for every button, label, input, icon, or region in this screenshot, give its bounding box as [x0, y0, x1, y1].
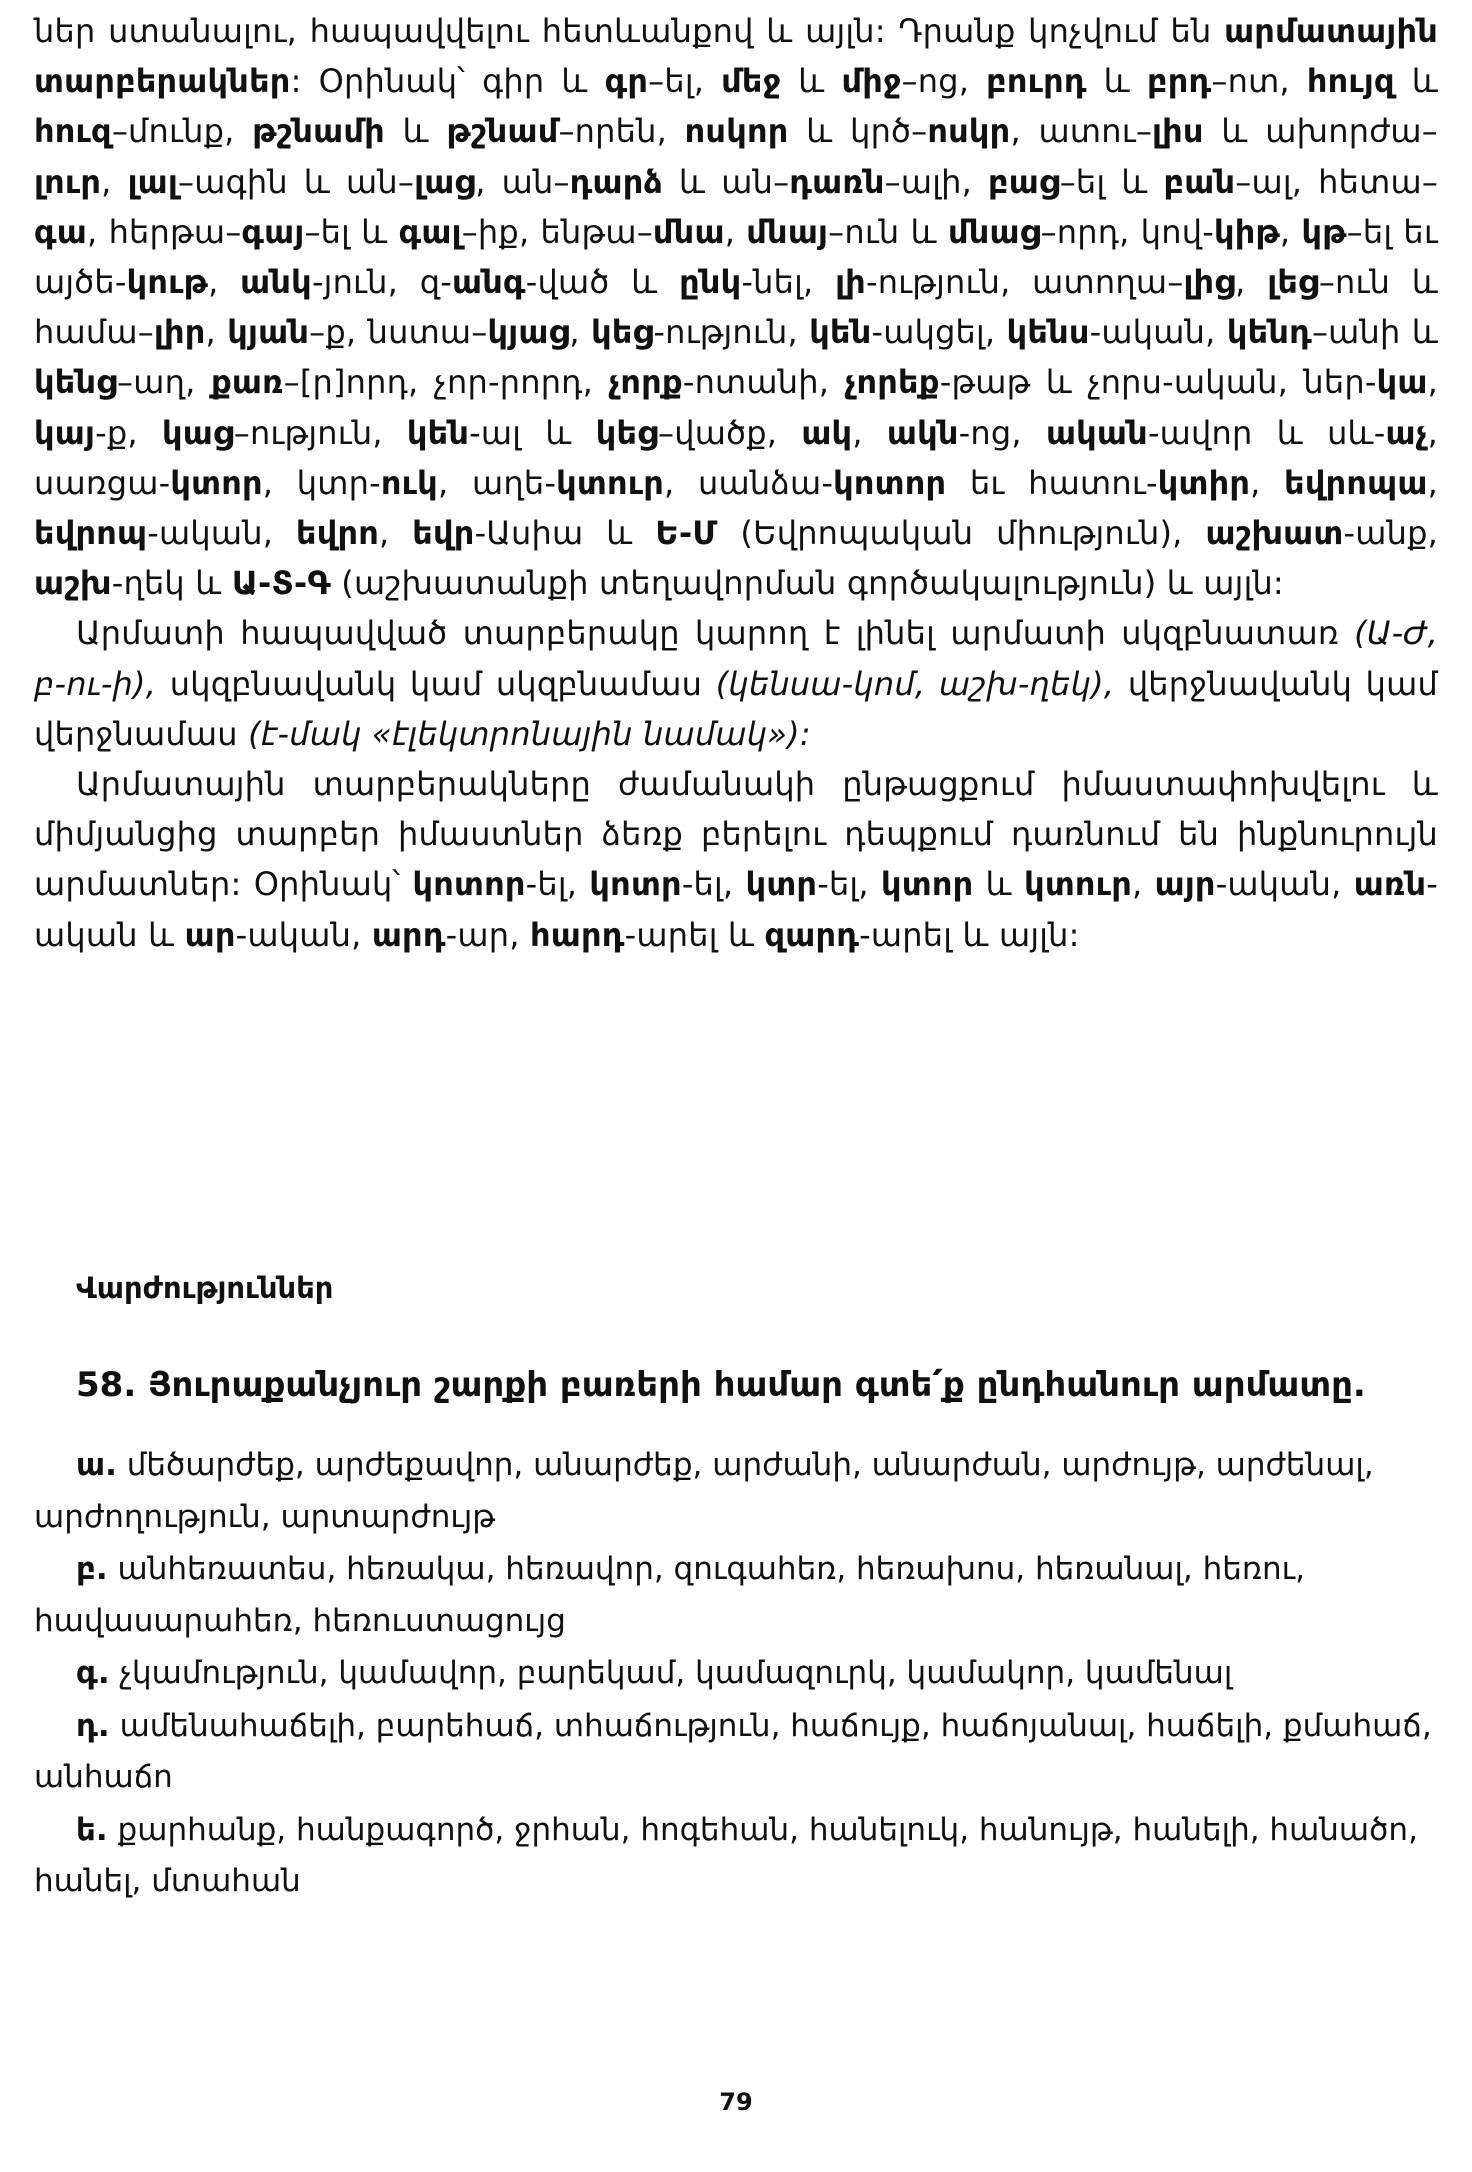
root-bold: կտոր: [170, 463, 263, 502]
exercise-item: [34, 1701, 1438, 1804]
root-bold: քառ: [210, 363, 284, 402]
root-bold: դառն: [789, 162, 885, 201]
text-run: ,: [724, 212, 747, 251]
root-bold: լիր: [153, 313, 206, 352]
root-bold: կոտոր: [412, 865, 526, 904]
text-run: և ախորժա–: [1203, 112, 1438, 151]
root-bold: ուկ: [380, 463, 438, 502]
root-bold: աշխատ: [1205, 514, 1344, 553]
text-run: -արել և այլն:: [859, 915, 1080, 954]
root-bold: կեն: [406, 413, 470, 452]
root-bold: այր: [1154, 865, 1216, 904]
text-run: -ական,: [1215, 865, 1354, 904]
root-bold: լի: [835, 263, 866, 302]
text-run: –ոց,: [901, 62, 987, 101]
root-bold: չորեք: [844, 363, 940, 402]
root-bold: ոսկոր: [684, 112, 789, 151]
root-bold: կտուր: [1024, 865, 1132, 904]
root-bold: լից: [1183, 263, 1236, 302]
text-run: –որդ, կով-: [1040, 212, 1214, 251]
text-run: և ան–: [663, 162, 790, 201]
root-bold: արդ: [371, 915, 446, 954]
root-bold: բրդ: [1147, 62, 1212, 101]
text-run: Արմատի հապավված տարբերակը կարող է լինել արմատի սկզբնատառ: [76, 614, 1355, 653]
text-run: –ոտ,: [1211, 62, 1307, 101]
exercise-item-text: մեծարժեք, արժեքավոր, անարժեք, արժանի, անարժան, արժույթ, արժենալ, արժողություն, արտարժույթ: [34, 1447, 1374, 1535]
text-run: ,: [205, 313, 228, 352]
text-run: -ել,: [681, 865, 746, 904]
text-run: և: [1086, 62, 1148, 101]
root-bold: ակ: [801, 413, 853, 452]
text-run: -ական,: [147, 514, 296, 553]
text-run: –ք, նստա–: [309, 313, 488, 352]
example-italic: (է-մակ «էլեկտրոնային նամակ»):: [248, 714, 811, 753]
text-run: և: [384, 112, 447, 151]
root-bold: բան: [1163, 162, 1236, 201]
exercise-item: [34, 1440, 1438, 1543]
exercise-item: [34, 1805, 1438, 1908]
paragraph-abbreviated-root: [34, 608, 1438, 759]
text-run: ,: [1427, 363, 1438, 402]
root-bold: բուրդ: [986, 62, 1087, 101]
root-bold: գայ: [241, 212, 305, 251]
root-bold: կոտր: [589, 865, 682, 904]
text-run: –[ր]որդ, չոր-րորդ,: [283, 363, 609, 402]
root-bold: մնա: [652, 212, 725, 251]
root-bold: կտուր: [556, 463, 664, 502]
root-bold: առն: [1353, 865, 1427, 904]
exercise-item-text: ամենահաճելի, բարեհաճ, տհաճություն, հաճույք, հաճոյանալ, հաճելի, քմահաճ, անհաճո: [34, 1707, 1432, 1795]
text-run: -թաթ և չորս-ական, ներ-: [939, 363, 1377, 402]
root-bold: կա: [1376, 363, 1428, 402]
root-bold: հուզ: [34, 112, 112, 151]
text-run: վերջնավանկ կամ վերջնամաս: [34, 664, 1439, 753]
text-run: –ել և: [1059, 162, 1164, 201]
text-run: –ություն,: [233, 413, 407, 452]
root-bold: կեն: [809, 313, 872, 352]
text-run: սկզբնավանկ կամ սկզբնամաս: [156, 664, 716, 703]
text-run: –մունք,: [111, 112, 253, 151]
exercise-title: 58. Յուրաքանչյուր շարքի բառերի համար գտե՛ք ընդհանուր արմատը.: [76, 1365, 1366, 1405]
root-bold: կայ: [34, 413, 96, 452]
exercise-item-text: անհեռատես, հեռակա, հեռավոր, զուգահեռ, հեռախոս, հեռանալ, հեռու, հավասարահեռ, հեռուստացույց: [34, 1551, 1305, 1639]
root-bold: լիս: [1152, 112, 1204, 151]
text-run: -յուն, զ-: [311, 263, 453, 302]
text-run: ,: [569, 313, 592, 352]
root-bold: թշնամի: [252, 112, 385, 151]
text-run: ,: [101, 162, 128, 201]
root-bold: թշնամ: [446, 112, 559, 151]
text-run: –ուն և: [828, 212, 949, 251]
exercise-item-text: չկամություն, կամավոր, բարեկամ, կամազուրկ, կամակոր, կամենալ: [109, 1655, 1233, 1691]
root-bold: մնայ: [746, 212, 829, 251]
root-bold: կիթ: [1213, 212, 1280, 251]
root-bold: գր: [604, 62, 649, 101]
root-bold: կթ: [1301, 212, 1347, 251]
text-run: -ավոր և սև-: [1147, 413, 1386, 452]
root-bold: լալ: [127, 162, 179, 201]
root-bold: հույզ: [1306, 62, 1395, 101]
text-run: -ալ և: [469, 413, 596, 452]
root-bold: եվրո: [295, 514, 380, 553]
text-run: –ել եւ այծե-: [34, 212, 1439, 302]
root-bold: ական: [1045, 413, 1148, 452]
root-bold: կեց: [591, 313, 654, 352]
text-run: –ագին և ան–: [178, 162, 415, 201]
root-bold: կտոր: [880, 865, 974, 904]
text-run: , հերթա–: [86, 212, 242, 251]
document-page: [34, 0, 1438, 2172]
text-run: ներ ստանալու, հապավվելու հետևանքով և այլն: Դրանք կոչվում են: [34, 12, 1225, 50]
text-run: –վածք,: [658, 413, 802, 452]
text-run: –անի և: [1311, 313, 1439, 352]
exercise-item-label: բ.: [76, 1551, 108, 1587]
text-run: -ղեկ և: [111, 564, 232, 603]
text-run: և: [973, 865, 1025, 904]
root-bold: եվրոպ: [34, 514, 148, 553]
root-bold: կաց: [161, 413, 234, 452]
root-bold: կյաց: [487, 313, 570, 352]
text-run: ,: [1427, 463, 1439, 502]
root-bold: ակն: [886, 413, 959, 452]
root-bold: անգ: [452, 263, 526, 302]
section-heading: Վարժություններ: [76, 1271, 334, 1305]
text-run: Արմատային տարբերակները ժամանակի ընթացքում իմաստափոխվելու և միմյանցից տարբեր իմաստներ ձեռք բերելու դեպքում դառնում են ինքնուրույն արմատներ: Օրինակ՝: [34, 765, 1438, 904]
text-run: –ել,: [648, 62, 722, 101]
root-bold: Ա-Տ-Գ: [231, 564, 331, 603]
text-run: –ուն և համա–: [34, 263, 1439, 352]
root-bold: ոսկր: [927, 112, 1011, 151]
text-run: : Օրինակ՝ գիր և: [290, 62, 605, 101]
root-bold: կոտոր: [833, 463, 947, 502]
root-bold: ընկ: [679, 263, 742, 302]
text-run: -ական,: [1089, 313, 1227, 352]
root-bold: աշխ: [34, 564, 112, 603]
root-bold: կենս: [1006, 313, 1090, 352]
text-run: ,: [1250, 463, 1285, 502]
root-bold: լեց: [1267, 263, 1319, 302]
text-run: -ք,: [95, 413, 162, 452]
root-bold: եվրոպա: [1284, 463, 1428, 502]
root-bold: դարձ: [569, 162, 664, 201]
exercise-item: [34, 1648, 1438, 1700]
text-run: -ոտանի,: [682, 363, 845, 402]
body-text: [34, 6, 1438, 960]
text-run: –իք, ենթա–: [461, 212, 653, 251]
exercise-item: [34, 1544, 1438, 1647]
root-bold: եվր: [412, 514, 475, 553]
exercise-item-label: դ.: [76, 1707, 110, 1744]
root-bold: մեջ: [721, 62, 782, 101]
text-run: ,: [1235, 263, 1268, 302]
example-italic: (Ա-Ժ, բ-ու-ի),: [34, 614, 1438, 703]
text-run: -ոց,: [958, 413, 1046, 452]
root-bold: մնաց: [948, 212, 1041, 251]
root-bold: լուր: [34, 162, 102, 201]
text-run: , կտր-: [262, 463, 381, 502]
text-run: -արել և: [624, 915, 765, 954]
root-bold: կեց: [595, 413, 659, 452]
text-run: –ալ, հետա–: [1235, 162, 1439, 201]
root-bold: զարդ: [764, 915, 860, 954]
root-bold: բաց: [987, 162, 1060, 201]
text-run: (Եվրոպական միություն),: [717, 514, 1206, 553]
text-run: –աղ,: [117, 363, 211, 402]
paragraph-independent-roots: [34, 759, 1438, 960]
root-bold: ար: [184, 915, 236, 954]
text-run: ,: [1279, 212, 1302, 251]
page-number: 79: [719, 2088, 753, 2116]
exercise-item-text: քարհանք, հանքագործ, ջրհան, հոգեհան, հանելուկ, հանույթ, հանելի, հանածո, հանել, մտահան: [34, 1811, 1418, 1899]
root-bold: կենդ: [1226, 313, 1312, 352]
text-run: և կրծ–: [788, 112, 928, 151]
root-bold: գա: [34, 212, 87, 251]
text-run: -ված և: [525, 263, 680, 302]
term-bold: արմատային տարբերակներ: [34, 12, 1438, 101]
text-run: -Ասիա և: [474, 514, 656, 553]
exercise-item-label: գ.: [76, 1655, 110, 1691]
text-run: -ական,: [235, 915, 372, 954]
text-run: -ար,: [445, 915, 531, 954]
example-italic: (կենսա-կոմ, աշխ-ղեկ),: [715, 664, 1115, 703]
text-run: ,: [1131, 865, 1155, 904]
text-run: (աշխատանքի տեղավորման գործակալություն) և այլն:: [330, 564, 1284, 603]
text-run: -ակցել,: [871, 313, 1007, 352]
root-bold: Ե-Մ: [655, 514, 718, 553]
paragraph-root-variants: [34, 6, 1438, 608]
text-run: և: [1394, 62, 1439, 101]
root-bold: չորք: [608, 363, 683, 402]
text-run: , սանձա-: [664, 463, 834, 502]
text-run: եւ հատու-: [946, 463, 1158, 502]
text-run: , աղե-: [437, 463, 557, 502]
text-run: –որեն,: [558, 112, 685, 151]
text-run: ,: [208, 263, 241, 302]
root-bold: կյան: [227, 313, 310, 352]
text-run: -անք,: [1343, 514, 1438, 553]
root-bold: կտր: [745, 865, 818, 904]
root-bold: անկ: [240, 263, 312, 302]
root-bold: հարդ: [530, 915, 625, 954]
root-bold: միջ: [841, 62, 902, 101]
root-bold: կենց: [34, 363, 118, 402]
root-bold: աչ: [1385, 413, 1428, 452]
root-bold: կտիր: [1157, 463, 1251, 502]
root-bold: լաց: [414, 162, 476, 201]
text-run: , ատու–: [1010, 112, 1153, 151]
text-run: -ություն,: [653, 313, 810, 352]
text-run: -ել,: [817, 865, 881, 904]
text-run: -ություն, ատողա–: [865, 263, 1184, 302]
text-run: –ալի,: [884, 162, 988, 201]
root-bold: գալ: [398, 212, 462, 251]
text-run: և: [781, 62, 842, 101]
exercise-item-label: ա.: [76, 1447, 117, 1483]
text-run: , ան–: [475, 162, 570, 201]
text-run: -ական և: [34, 865, 1439, 954]
text-run: –ել և: [304, 212, 399, 251]
text-run: -ել,: [525, 865, 590, 904]
text-run: ,: [379, 514, 413, 553]
text-run: , սառցա-: [34, 413, 1438, 502]
root-bold: կութ: [126, 263, 209, 302]
text-run: -նել,: [741, 263, 836, 302]
text-run: ,: [852, 413, 887, 452]
exercise-item-label: ե.: [76, 1811, 108, 1848]
exercise-list: [34, 1440, 1438, 1909]
